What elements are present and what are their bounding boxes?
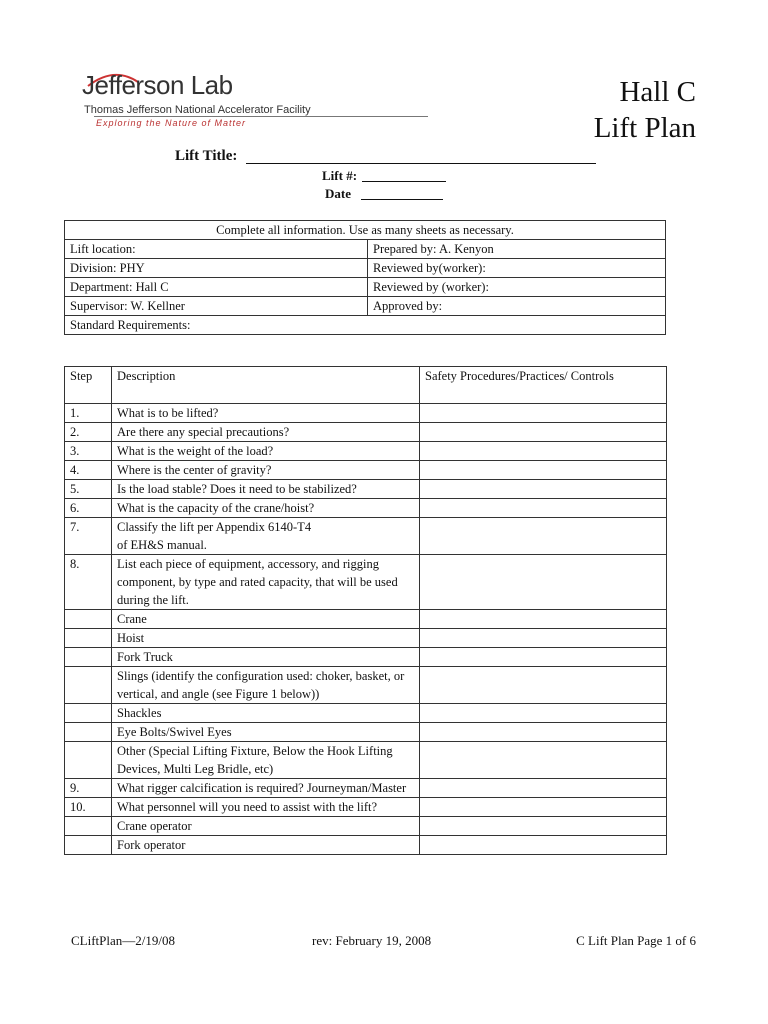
step-description-cell: What is to be lifted? xyxy=(112,404,420,423)
date-label: Date xyxy=(325,186,351,201)
reviewed-by-worker-cell: Reviewed by(worker): xyxy=(368,259,666,278)
safety-controls-cell[interactable] xyxy=(420,723,667,742)
step-description-cell: What personnel will you need to assist with the lift? xyxy=(112,798,420,817)
step-description-cell: What is the weight of the load? xyxy=(112,442,420,461)
step-description-cell: Is the load stable? Does it need to be stabilized? xyxy=(112,480,420,499)
step-number-cell: 7. xyxy=(65,518,112,555)
safety-controls-cell[interactable] xyxy=(420,555,667,610)
safety-controls-cell[interactable] xyxy=(420,610,667,629)
lift-number-label: Lift #: xyxy=(322,168,358,183)
approved-by-cell: Approved by: xyxy=(368,297,666,316)
safety-controls-cell[interactable] xyxy=(420,648,667,667)
step-number-cell xyxy=(65,648,112,667)
table-row xyxy=(65,518,667,555)
step-description-cell: Crane xyxy=(112,610,420,629)
lift-title-label: Lift Title: xyxy=(175,148,238,164)
table-row xyxy=(65,423,667,442)
safety-controls-cell[interactable] xyxy=(420,667,667,704)
safety-controls-cell[interactable] xyxy=(420,779,667,798)
table-row xyxy=(65,555,667,610)
jefferson-lab-logo xyxy=(80,70,428,128)
step-description-cell: Are there any special precautions? xyxy=(112,423,420,442)
table-row xyxy=(65,836,667,855)
safety-controls-cell[interactable] xyxy=(420,629,667,648)
steps-header-row xyxy=(65,367,667,404)
safety-controls-cell[interactable] xyxy=(420,461,667,480)
safety-controls-cell[interactable] xyxy=(420,817,667,836)
table-row xyxy=(65,480,667,499)
step-description-cell: Crane operator xyxy=(112,817,420,836)
logo-tagline: Exploring the Nature of Matter xyxy=(96,118,247,128)
step-description-cell: Eye Bolts/Swivel Eyes xyxy=(112,723,420,742)
lift-location-cell: Lift location: xyxy=(65,240,368,259)
safety-controls-cell[interactable] xyxy=(420,704,667,723)
step-number-cell: 8. xyxy=(65,555,112,610)
table-row xyxy=(65,629,667,648)
table-row xyxy=(65,779,667,798)
step-number-cell xyxy=(65,817,112,836)
safety-controls-cell[interactable] xyxy=(420,798,667,817)
safety-controls-cell[interactable] xyxy=(420,423,667,442)
table-row xyxy=(65,442,667,461)
prepared-by-cell: Prepared by: A. Kenyon xyxy=(368,240,666,259)
table-row xyxy=(65,798,667,817)
step-description-cell: Where is the center of gravity? xyxy=(112,461,420,480)
step-description-cell: Shackles xyxy=(112,704,420,723)
table-row xyxy=(65,404,667,423)
logo-name: Jefferson Lab xyxy=(82,70,233,100)
safety-controls-cell[interactable] xyxy=(420,518,667,555)
safety-controls-cell[interactable] xyxy=(420,480,667,499)
footer-revision: rev: February 19, 2008 xyxy=(312,933,432,948)
reviewed-by-worker-2-cell: Reviewed by (worker): xyxy=(368,278,666,297)
table-row xyxy=(65,667,667,704)
step-number-cell xyxy=(65,723,112,742)
document-title-hall: Hall C xyxy=(619,76,696,108)
step-number-cell: 5. xyxy=(65,480,112,499)
safety-controls-cell[interactable] xyxy=(420,442,667,461)
step-description-cell: Hoist xyxy=(112,629,420,648)
steps-body xyxy=(65,404,667,855)
table-row xyxy=(65,648,667,667)
description-column-header: Description xyxy=(112,367,420,404)
info-table-header: Complete all information. Use as many sheets as necessary. xyxy=(65,221,666,240)
step-number-cell xyxy=(65,629,112,648)
step-number-cell xyxy=(65,836,112,855)
lift-steps-table xyxy=(64,366,667,855)
step-number-cell: 10. xyxy=(65,798,112,817)
footer-page-number: C Lift Plan Page 1 of 6 xyxy=(576,933,696,948)
safety-controls-cell[interactable] xyxy=(420,742,667,779)
step-description-cell: Classify the lift per Appendix 6140-T4 of EH&S manual. xyxy=(112,518,420,555)
step-number-cell xyxy=(65,667,112,704)
step-number-cell xyxy=(65,742,112,779)
step-description-cell: Other (Special Lifting Fixture, Below the Hook Lifting Devices, Multi Leg Bridle, etc) xyxy=(112,742,420,779)
step-number-cell: 4. xyxy=(65,461,112,480)
document-title-liftplan: Lift Plan xyxy=(593,112,696,144)
footer-doc-id: CLiftPlan—2/19/08 xyxy=(71,933,175,948)
safety-controls-cell[interactable] xyxy=(420,499,667,518)
table-row xyxy=(65,723,667,742)
step-number-cell xyxy=(65,704,112,723)
safety-controls-cell[interactable] xyxy=(420,836,667,855)
standard-requirements-cell: Standard Requirements: xyxy=(65,316,666,335)
department-cell: Department: Hall C xyxy=(65,278,368,297)
step-description-cell: Fork operator xyxy=(112,836,420,855)
step-column-header: Step xyxy=(65,367,112,404)
safety-column-header: Safety Procedures/Practices/ Controls xyxy=(420,367,667,404)
step-number-cell: 1. xyxy=(65,404,112,423)
step-number-cell: 6. xyxy=(65,499,112,518)
logo-rule xyxy=(94,116,428,117)
lift-info-table xyxy=(64,220,666,335)
date-field[interactable] xyxy=(361,199,443,200)
safety-controls-cell[interactable] xyxy=(420,404,667,423)
step-number-cell: 3. xyxy=(65,442,112,461)
table-row xyxy=(65,461,667,480)
table-row xyxy=(65,704,667,723)
step-number-cell: 9. xyxy=(65,779,112,798)
division-cell: Division: PHY xyxy=(65,259,368,278)
step-description-cell: What rigger calcification is required? Journeyman/Master xyxy=(112,779,420,798)
table-row xyxy=(65,742,667,779)
step-description-cell: Slings (identify the configuration used: choker, basket, or vertical, and angle (see Figure 1 below)) xyxy=(112,667,420,704)
step-number-cell: 2. xyxy=(65,423,112,442)
step-description-cell: Fork Truck xyxy=(112,648,420,667)
table-row xyxy=(65,499,667,518)
supervisor-cell: Supervisor: W. Kellner xyxy=(65,297,368,316)
lift-title-field[interactable] xyxy=(246,163,596,164)
table-row xyxy=(65,610,667,629)
table-row xyxy=(65,817,667,836)
step-number-cell xyxy=(65,610,112,629)
step-description-cell: List each piece of equipment, accessory, and rigging component, by type and rated capacity, that will be used during the lift. xyxy=(112,555,420,610)
logo-subtitle: Thomas Jefferson National Accelerator Facility xyxy=(84,104,311,116)
lift-number-field[interactable] xyxy=(362,181,446,182)
step-description-cell: What is the capacity of the crane/hoist? xyxy=(112,499,420,518)
